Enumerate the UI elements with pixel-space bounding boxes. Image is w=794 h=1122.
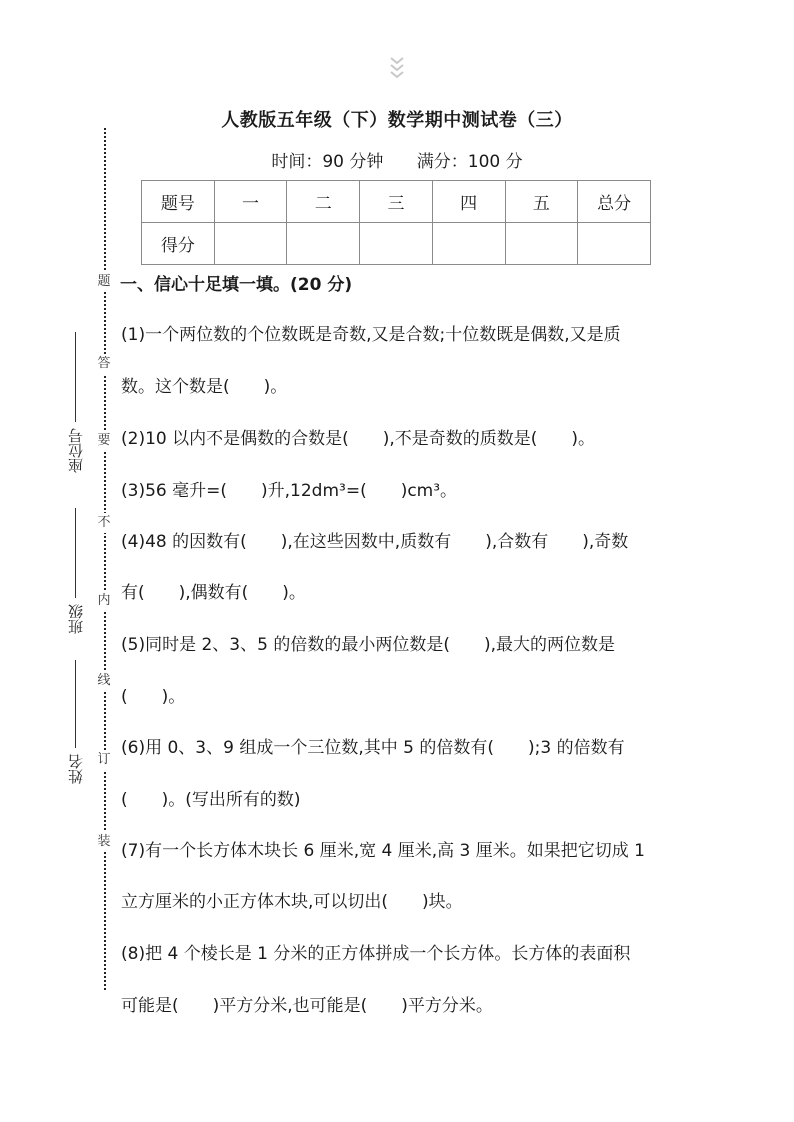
name-label: 姓名 [66, 754, 85, 784]
score-input-cell[interactable] [432, 223, 505, 265]
exam-info [0, 147, 794, 172]
class-field[interactable] [60, 508, 90, 634]
question-line: (2)10 以内不是偶数的合数是( ),不是奇数的质数是( )。 [121, 429, 596, 449]
score-table [141, 180, 651, 265]
seat-number-label: 座位号 [66, 428, 85, 473]
question-line: 有( ),偶数有( )。 [121, 583, 306, 603]
page-title: 人教版五年级（下）数学期中测试卷（三） [221, 110, 573, 131]
seat-number-blank[interactable] [75, 332, 76, 422]
watermark-logo-icon [384, 54, 410, 80]
question-line: 可能是( )平方分米,也可能是( )平方分米。 [121, 996, 493, 1016]
question-line: (3)56 毫升=( )升,12dm³=( )cm³。 [121, 481, 458, 501]
score-cell: 四 [432, 181, 505, 223]
score-cell: 一 [214, 181, 287, 223]
seal-char: 线 [94, 671, 114, 691]
question-line: ( )。 [121, 687, 186, 707]
score-input-cell[interactable] [360, 223, 433, 265]
seal-char: 订 [94, 750, 114, 770]
question-line: 数。这个数是( )。 [121, 377, 288, 397]
score-table-header-row [142, 181, 651, 223]
score-cell: 二 [287, 181, 360, 223]
question-line: (8)把 4 个棱长是 1 分米的正方体拼成一个长方体。长方体的表面积 [121, 944, 631, 964]
name-field[interactable] [60, 660, 90, 784]
question-line: (6)用 0、3、9 组成一个三位数,其中 5 的倍数有( );3 的倍数有 [121, 738, 625, 758]
seat-number-field[interactable] [60, 332, 90, 473]
class-label: 班级 [66, 604, 85, 634]
question-line: (1)一个两位数的个位数既是奇数,又是合数;十位数既是偶数,又是质 [121, 325, 621, 345]
name-blank[interactable] [75, 660, 76, 748]
seal-char: 题 [94, 272, 114, 292]
question-line: 立方厘米的小正方体木块,可以切出( )块。 [121, 892, 463, 912]
score-input-cell[interactable] [505, 223, 578, 265]
seal-char: 装 [94, 832, 114, 852]
question-line: (4)48 的因数有( ),在这些因数中,质数有 ),合数有 ),奇数 [121, 532, 629, 552]
seal-char: 不 [94, 513, 114, 533]
class-blank[interactable] [75, 508, 76, 598]
score-cell: 题号 [142, 181, 215, 223]
seal-char: 答 [94, 354, 114, 374]
seal-char: 内 [94, 591, 114, 611]
score-cell: 五 [505, 181, 578, 223]
score-table-score-row [142, 223, 651, 265]
section-heading: 一、信心十足填一填。(20 分) [120, 275, 353, 295]
score-cell: 三 [360, 181, 433, 223]
question-line: (7)有一个长方体木块长 6 厘米,宽 4 厘米,高 3 厘米。如果把它切成 1 [121, 841, 645, 861]
question-line: ( )。(写出所有的数) [121, 790, 301, 810]
exam-time: 时间：90 分钟 [271, 152, 384, 172]
exam-full-score: 满分：100 分 [416, 152, 523, 172]
score-input-cell[interactable] [578, 223, 651, 265]
question-line: (5)同时是 2、3、5 的倍数的最小两位数是( ),最大的两位数是 [121, 635, 616, 655]
score-input-cell[interactable] [214, 223, 287, 265]
score-cell: 得分 [142, 223, 215, 265]
binding-dotted-line [104, 128, 106, 990]
score-input-cell[interactable] [287, 223, 360, 265]
seal-char: 要 [94, 431, 114, 451]
score-cell: 总分 [578, 181, 651, 223]
